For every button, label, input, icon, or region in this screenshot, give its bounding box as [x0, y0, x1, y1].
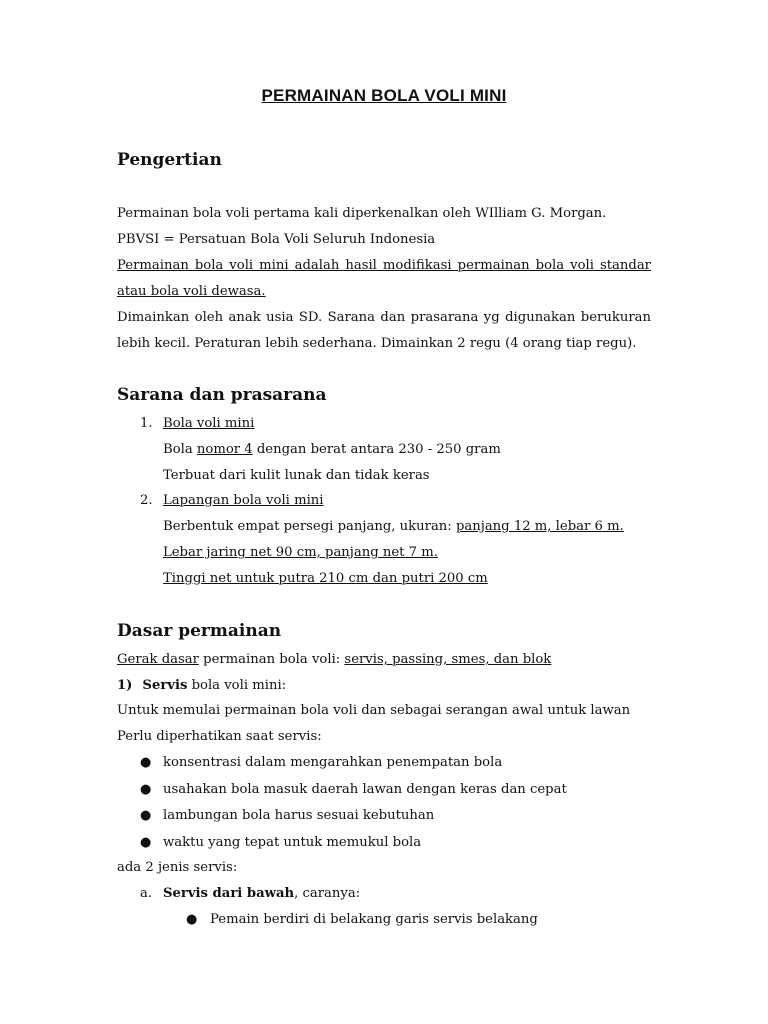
bullet-dot: ●	[140, 835, 152, 850]
text-span: Bola	[163, 442, 197, 457]
list-item: lambungan bola harus sesuai kebutuhan	[163, 808, 435, 823]
sarana-item-1-label: Bola voli mini	[163, 416, 255, 431]
bullet-dot: ●	[140, 808, 152, 823]
text-span: panjang 12 m, lebar 6 m.	[455, 519, 624, 534]
text-span: permainan bola voli:	[198, 652, 345, 667]
pengertian-line-4: atau bola voli dewasa.	[117, 284, 266, 299]
sarana-item-1-detail-1	[163, 442, 501, 457]
text-span: bola voli mini:	[187, 678, 287, 693]
servis-bawah-line	[163, 886, 360, 901]
servis-purpose: Untuk memulai permainan bola voli dan sebagai serangan awal untuk lawan	[117, 703, 631, 718]
pengertian-line-6: lebih kecil. Peraturan lebih sederhana. Dimainkan 2 regu (4 orang tiap regu).	[117, 336, 637, 351]
sarana-item-1-detail-2: Terbuat dari kulit lunak dan tidak keras	[163, 468, 430, 483]
jenis-servis-line: ada 2 jenis servis:	[117, 860, 238, 875]
text-span: Servis dari bawah	[163, 886, 295, 901]
sarana-item-2-label: Lapangan bola voli mini	[163, 493, 324, 508]
gerak-dasar-line	[117, 652, 551, 667]
servis-line	[117, 678, 286, 693]
servis-perlu: Perlu diperhatikan saat servis:	[117, 729, 322, 744]
text-span: Servis	[142, 678, 188, 693]
text-span: dengan berat antara 230 - 250 gram	[252, 442, 501, 457]
text-span: , caranya:	[294, 886, 361, 901]
sarana-item-2-detail-3: Tinggi net untuk putra 210 cm dan putri 200 cm	[163, 571, 488, 586]
pengertian-line-1: Permainan bola voli pertama kali diperkenalkan oleh WIlliam G. Morgan.	[117, 206, 607, 221]
sarana-item-2-detail-1	[163, 519, 624, 534]
heading-dasar: Dasar permainan	[117, 621, 282, 641]
list-number: 1.	[140, 416, 153, 431]
list-item: konsentrasi dalam mengarahkan penempatan bola	[163, 755, 503, 770]
list-number: 2.	[140, 493, 153, 508]
list-item: usahakan bola masuk daerah lawan dengan keras dan cepat	[163, 782, 567, 797]
bullet-dot: ●	[140, 755, 152, 770]
bullet-dot: ●	[140, 782, 152, 797]
bullet-dot: ●	[186, 912, 198, 927]
pengertian-line-5: Dimainkan oleh anak usia SD. Sarana dan prasarana yg digunakan berukuran	[117, 310, 651, 325]
list-item: waktu yang tepat untuk memukul bola	[163, 835, 422, 850]
text-span: Berbentuk empat persegi panjang, ukuran:	[163, 519, 456, 534]
pengertian-line-2: PBVSI = Persatuan Bola Voli Seluruh Indonesia	[117, 232, 436, 247]
text-span: Gerak dasar	[117, 652, 199, 667]
heading-pengertian: Pengertian	[117, 150, 222, 170]
text-span: nomor 4	[196, 442, 253, 457]
list-letter: a.	[140, 886, 153, 901]
document-title: PERMAINAN BOLA VOLI MINI	[261, 86, 507, 105]
text-span: servis, passing, smes, dan blok	[344, 652, 552, 667]
list-item: Pemain berdiri di belakang garis servis belakang	[210, 912, 538, 927]
text-span: 1)	[117, 678, 133, 693]
sarana-item-2-detail-2: Lebar jaring net 90 cm, panjang net 7 m.	[163, 545, 438, 560]
pengertian-line-3: Permainan bola voli mini adalah hasil modifikasi permainan bola voli standar	[117, 258, 651, 273]
heading-sarana: Sarana dan prasarana	[117, 385, 327, 405]
